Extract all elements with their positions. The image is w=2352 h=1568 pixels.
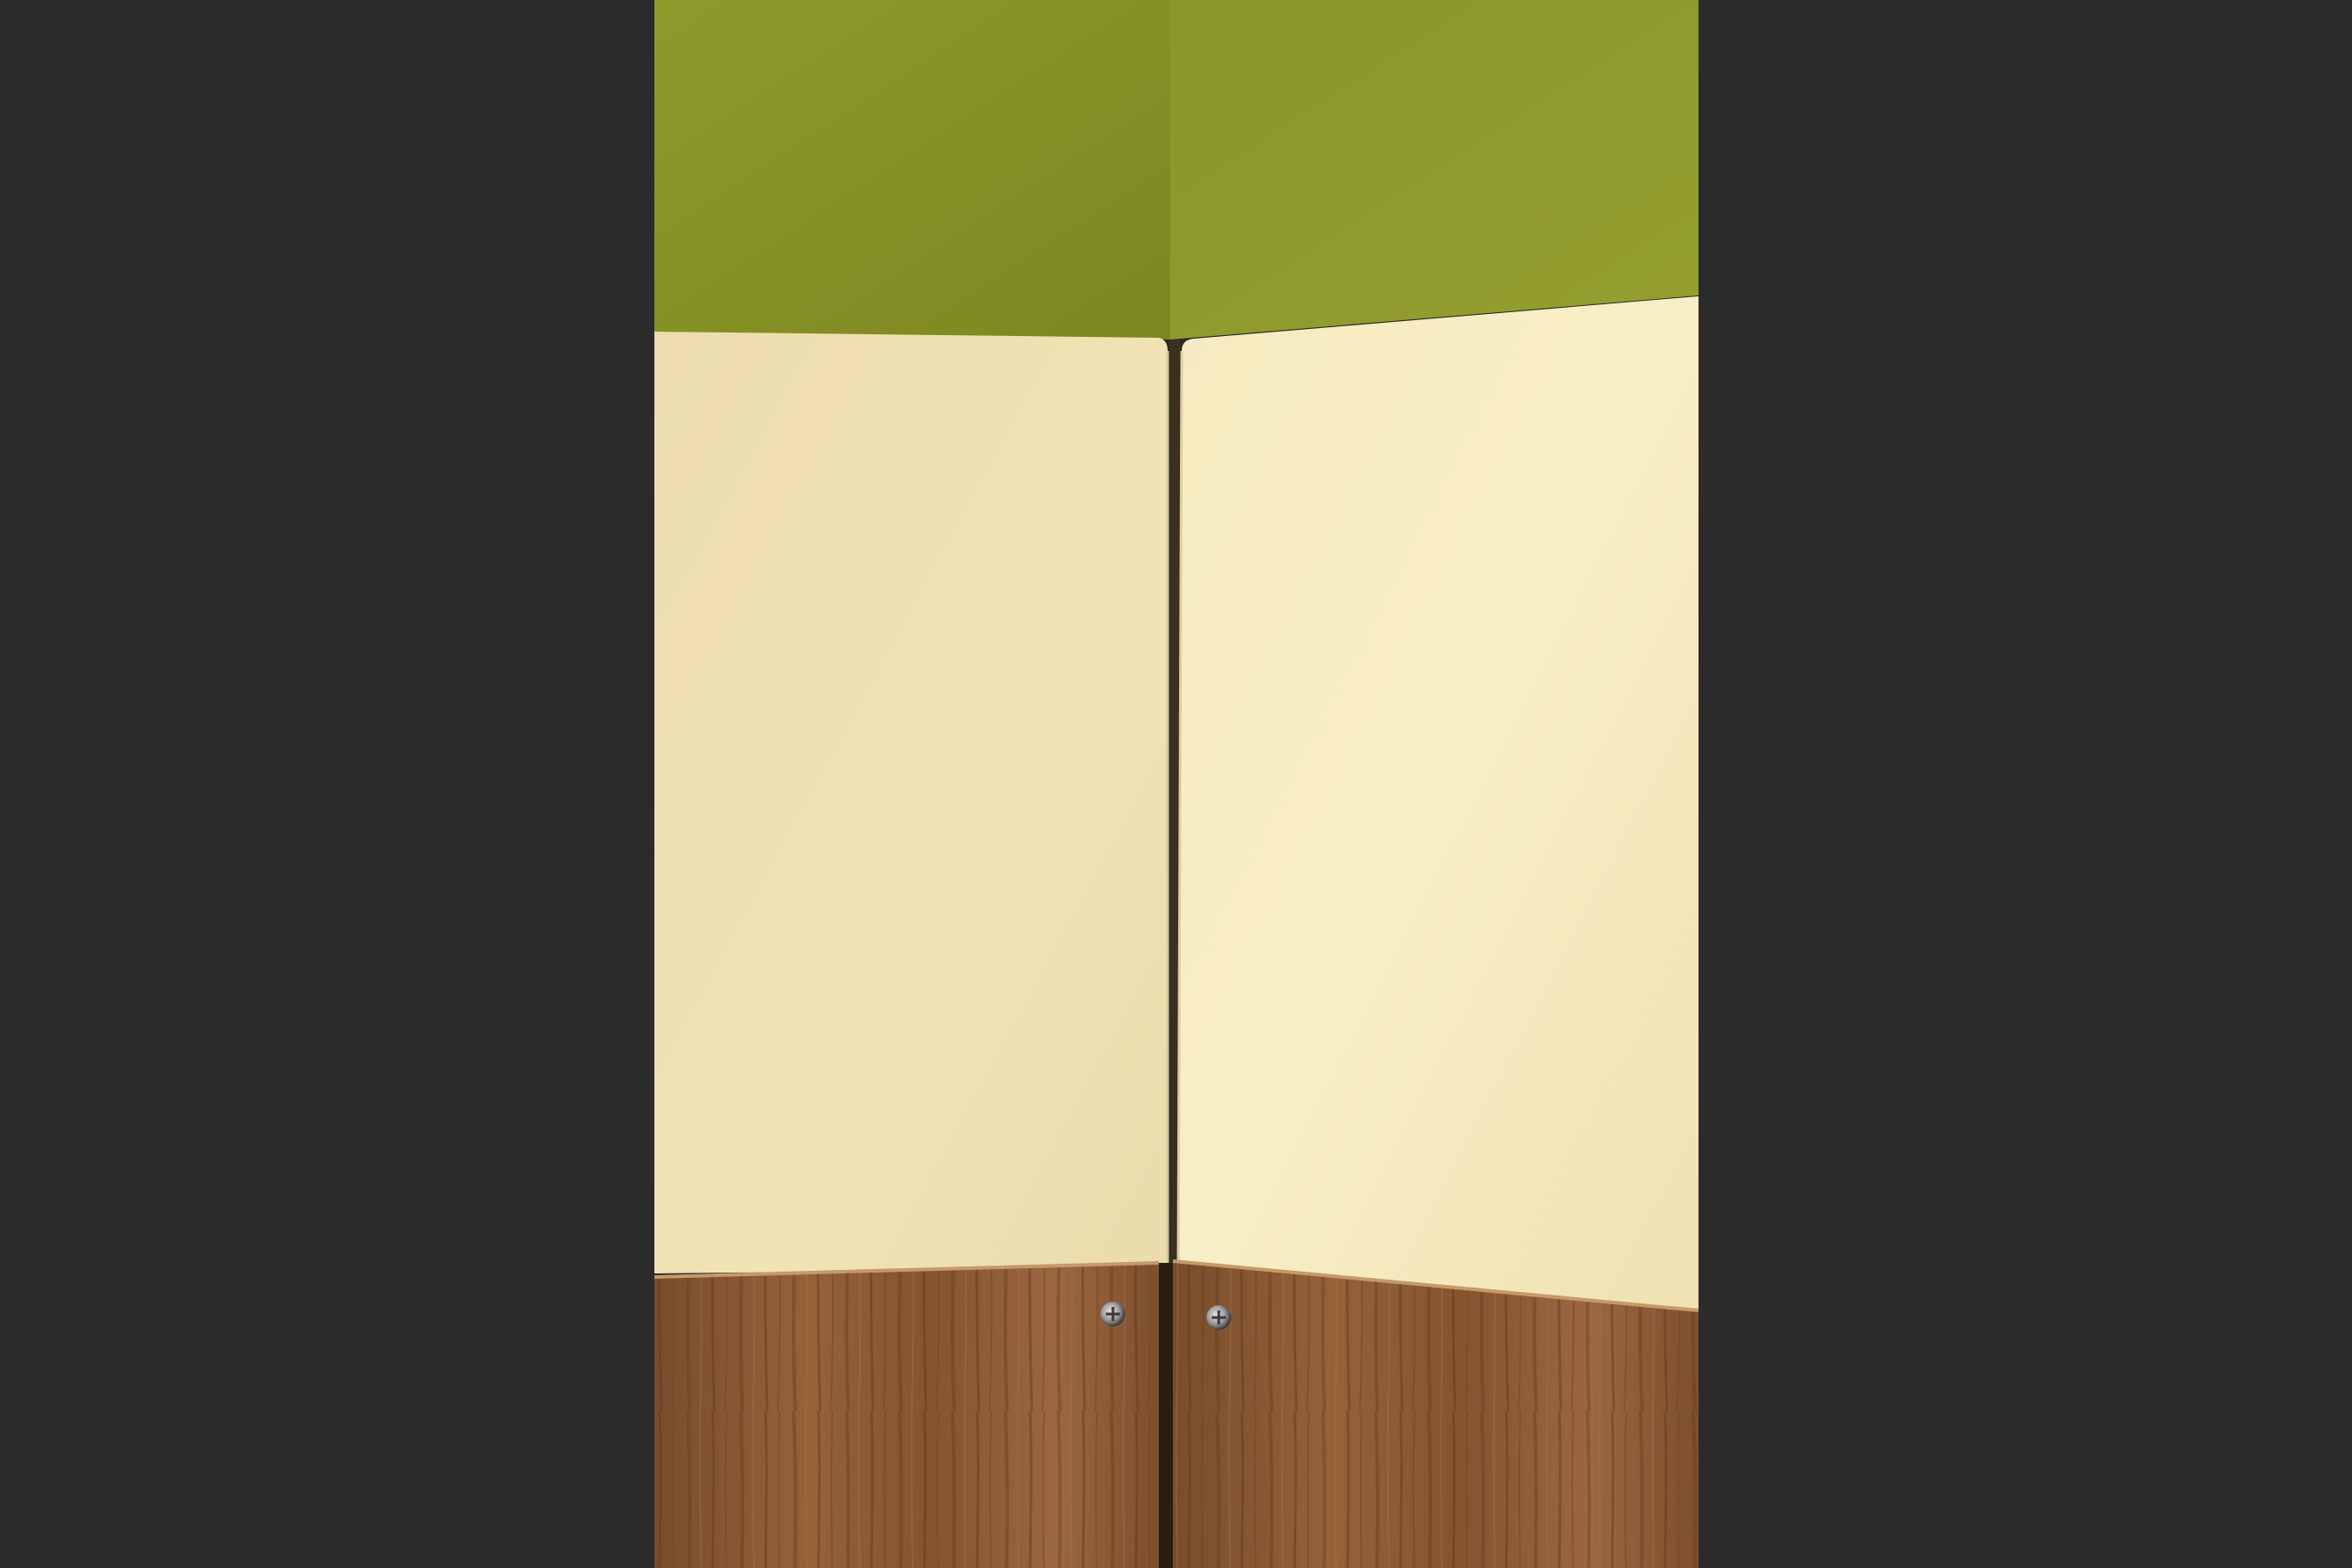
green-felt-right [1170,0,1699,340]
cream-cushion-right [1176,296,1699,1309]
photo [654,0,1699,1568]
screw-head-left-icon [1101,1302,1125,1326]
walnut-panel-right-grain [1173,1261,1699,1568]
screw-head-right-icon [1206,1305,1231,1330]
green-felt-left [654,0,1170,340]
walnut-panel-left-grain [654,1263,1159,1568]
photo-scene [654,0,1699,1568]
cream-cushion-left [654,332,1168,1273]
